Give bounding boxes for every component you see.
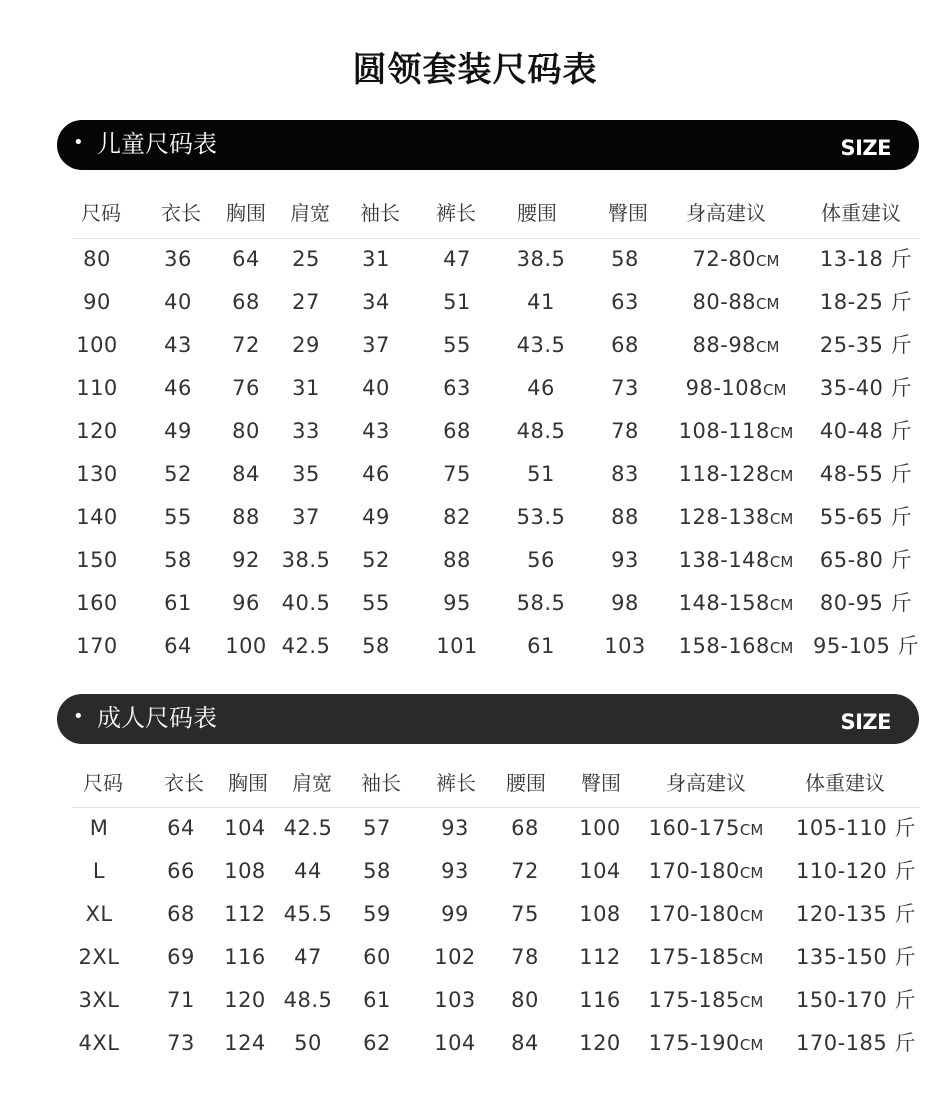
table-cell: 43.5: [516, 333, 566, 357]
table-cell: 103: [434, 988, 476, 1012]
table-cell: 3XL: [78, 988, 120, 1012]
table-cell: 25: [292, 247, 320, 271]
bullet-icon: •: [73, 132, 84, 153]
table-cell: 35-40 斤: [819, 376, 913, 400]
table-cell: 40: [164, 290, 192, 314]
table-cell: 75: [443, 462, 471, 486]
header-divider: [72, 238, 920, 239]
column-header: 腰围: [506, 771, 546, 795]
table-cell: 118-128CM: [678, 462, 794, 486]
table-cell: 84: [232, 462, 260, 486]
table-cell: 100: [225, 634, 267, 658]
table-cell: 49: [362, 505, 390, 529]
table-cell: 158-168CM: [678, 634, 794, 658]
table-cell: 83: [611, 462, 639, 486]
table-cell: 68: [443, 419, 471, 443]
table-cell: 66: [167, 859, 195, 883]
table-cell: 120: [76, 419, 118, 443]
table-cell: 175-190CM: [648, 1031, 764, 1055]
table-cell: 50: [294, 1031, 322, 1055]
table-cell: 88-98CM: [692, 333, 780, 357]
table-cell: 64: [164, 634, 192, 658]
table-cell: 100: [579, 816, 621, 840]
column-header: 尺码: [83, 771, 123, 795]
column-header: 袖长: [360, 201, 400, 225]
column-header: 胸围: [226, 201, 266, 225]
table-cell: 100: [76, 333, 118, 357]
table-cell: 116: [579, 988, 621, 1012]
table-cell: 160-175CM: [648, 816, 764, 840]
adult-section-title: 成人尺码表: [97, 704, 217, 732]
table-cell: 95-105 斤: [812, 634, 920, 658]
column-header: 身高建议: [686, 201, 766, 225]
table-cell: 150-170 斤: [796, 988, 916, 1012]
table-cell: 88: [232, 505, 260, 529]
table-cell: 116: [224, 945, 266, 969]
table-cell: 175-185CM: [648, 988, 764, 1012]
size-tag: SIZE: [840, 710, 891, 734]
table-cell: 42.5: [281, 634, 331, 658]
table-cell: 13-18 斤: [819, 247, 913, 271]
table-cell: 57: [363, 816, 391, 840]
table-cell: 71: [167, 988, 195, 1012]
table-cell: 76: [232, 376, 260, 400]
kids-section-header: [57, 120, 919, 170]
column-header: 身高建议: [666, 771, 746, 795]
size-tag: SIZE: [840, 136, 891, 160]
table-cell: 93: [441, 859, 469, 883]
table-cell: 31: [362, 247, 390, 271]
table-cell: 48.5: [516, 419, 566, 443]
table-cell: 82: [443, 505, 471, 529]
table-cell: 120: [224, 988, 266, 1012]
table-cell: 38.5: [281, 548, 331, 572]
table-cell: 175-185CM: [648, 945, 764, 969]
table-cell: 45.5: [283, 902, 333, 926]
table-cell: 102: [434, 945, 476, 969]
table-cell: 52: [164, 462, 192, 486]
table-cell: 88: [443, 548, 471, 572]
table-cell: 150: [76, 548, 118, 572]
table-cell: 48-55 斤: [819, 462, 913, 486]
table-cell: 37: [292, 505, 320, 529]
table-cell: 46: [527, 376, 555, 400]
table-cell: 49: [164, 419, 192, 443]
table-cell: 98: [611, 591, 639, 615]
table-cell: 105-110 斤: [796, 816, 916, 840]
table-cell: L: [92, 859, 106, 883]
table-cell: 140: [76, 505, 118, 529]
column-header: 袖长: [361, 771, 401, 795]
column-header: 肩宽: [290, 201, 330, 225]
table-cell: 110-120 斤: [796, 859, 916, 883]
table-cell: 56: [527, 548, 555, 572]
table-cell: 93: [441, 816, 469, 840]
table-cell: 80: [511, 988, 539, 1012]
table-cell: 64: [167, 816, 195, 840]
table-cell: 78: [511, 945, 539, 969]
bullet-icon: •: [73, 706, 84, 727]
column-header: 衣长: [161, 201, 201, 225]
table-cell: 160: [76, 591, 118, 615]
column-header: 衣长: [164, 771, 204, 795]
table-cell: 47: [294, 945, 322, 969]
column-header: 体重建议: [805, 771, 885, 795]
table-cell: 80: [232, 419, 260, 443]
table-cell: 90: [83, 290, 111, 314]
adult-section-header: [57, 694, 919, 744]
table-cell: 58: [362, 634, 390, 658]
table-cell: 55: [443, 333, 471, 357]
table-cell: 63: [443, 376, 471, 400]
table-cell: 73: [611, 376, 639, 400]
table-cell: 80-95 斤: [819, 591, 913, 615]
table-cell: 68: [232, 290, 260, 314]
column-header: 裤长: [436, 771, 476, 795]
table-cell: 46: [164, 376, 192, 400]
table-cell: 61: [164, 591, 192, 615]
table-cell: 98-108CM: [685, 376, 787, 400]
table-cell: 40.5: [281, 591, 331, 615]
table-cell: 95: [443, 591, 471, 615]
table-cell: 120-135 斤: [796, 902, 916, 926]
table-cell: 148-158CM: [678, 591, 794, 615]
table-cell: 72: [511, 859, 539, 883]
table-cell: 112: [579, 945, 621, 969]
table-cell: 68: [611, 333, 639, 357]
column-header: 裤长: [436, 201, 476, 225]
table-cell: 44: [294, 859, 322, 883]
table-cell: 27: [292, 290, 320, 314]
table-cell: 88: [611, 505, 639, 529]
table-cell: 58: [363, 859, 391, 883]
table-cell: 51: [443, 290, 471, 314]
table-cell: 80-88CM: [692, 290, 780, 314]
table-cell: 75: [511, 902, 539, 926]
table-cell: 43: [164, 333, 192, 357]
column-header: 臀围: [581, 771, 621, 795]
table-cell: 48.5: [283, 988, 333, 1012]
page-title: 圆领套装尺码表: [352, 50, 598, 90]
table-cell: 46: [362, 462, 390, 486]
table-cell: 58: [611, 247, 639, 271]
table-cell: 34: [362, 290, 390, 314]
table-cell: 72: [232, 333, 260, 357]
table-cell: 96: [232, 591, 260, 615]
table-cell: 170-180CM: [648, 902, 764, 926]
table-cell: 135-150 斤: [796, 945, 916, 969]
table-cell: 31: [292, 376, 320, 400]
column-header: 腰围: [517, 201, 557, 225]
table-cell: 18-25 斤: [819, 290, 913, 314]
table-cell: 41: [527, 290, 555, 314]
table-cell: 84: [511, 1031, 539, 1055]
table-cell: 120: [579, 1031, 621, 1055]
table-cell: 29: [292, 333, 320, 357]
table-cell: 25-35 斤: [819, 333, 913, 357]
table-cell: 37: [362, 333, 390, 357]
table-cell: 40: [362, 376, 390, 400]
table-cell: 62: [363, 1031, 391, 1055]
table-cell: XL: [85, 902, 113, 926]
table-cell: 170-180CM: [648, 859, 764, 883]
table-cell: 38.5: [516, 247, 566, 271]
table-cell: 65-80 斤: [819, 548, 913, 572]
table-cell: 64: [232, 247, 260, 271]
table-cell: 61: [363, 988, 391, 1012]
table-cell: 59: [363, 902, 391, 926]
table-cell: 61: [527, 634, 555, 658]
table-cell: 43: [362, 419, 390, 443]
table-cell: 73: [167, 1031, 195, 1055]
table-cell: 110: [76, 376, 118, 400]
table-cell: 93: [611, 548, 639, 572]
table-cell: 4XL: [78, 1031, 120, 1055]
table-cell: 68: [511, 816, 539, 840]
table-cell: 103: [604, 634, 646, 658]
header-divider: [72, 807, 920, 808]
table-cell: 72-80CM: [692, 247, 780, 271]
table-cell: 51: [527, 462, 555, 486]
column-header: 胸围: [228, 771, 268, 795]
table-cell: 55-65 斤: [819, 505, 913, 529]
table-cell: 104: [434, 1031, 476, 1055]
column-header: 肩宽: [292, 771, 332, 795]
table-cell: 101: [436, 634, 478, 658]
table-cell: 52: [362, 548, 390, 572]
kids-section-title: 儿童尺码表: [97, 130, 217, 158]
table-cell: 47: [443, 247, 471, 271]
table-cell: 55: [362, 591, 390, 615]
table-cell: 170: [76, 634, 118, 658]
table-cell: 53.5: [516, 505, 566, 529]
table-cell: 55: [164, 505, 192, 529]
table-cell: 42.5: [283, 816, 333, 840]
column-header: 体重建议: [821, 201, 901, 225]
table-cell: M: [89, 816, 109, 840]
table-cell: 78: [611, 419, 639, 443]
table-cell: 108: [579, 902, 621, 926]
column-header: 尺码: [81, 201, 121, 225]
table-cell: 58.5: [516, 591, 566, 615]
table-cell: 33: [292, 419, 320, 443]
table-cell: 130: [76, 462, 118, 486]
table-cell: 128-138CM: [678, 505, 794, 529]
column-header: 臀围: [608, 201, 648, 225]
table-cell: 58: [164, 548, 192, 572]
table-cell: 170-185 斤: [796, 1031, 916, 1055]
table-cell: 40-48 斤: [819, 419, 913, 443]
table-cell: 108-118CM: [678, 419, 794, 443]
table-cell: 69: [167, 945, 195, 969]
table-cell: 63: [611, 290, 639, 314]
table-cell: 2XL: [78, 945, 120, 969]
table-cell: 36: [164, 247, 192, 271]
table-cell: 80: [83, 247, 111, 271]
table-cell: 104: [579, 859, 621, 883]
table-cell: 92: [232, 548, 260, 572]
table-cell: 138-148CM: [678, 548, 794, 572]
table-cell: 35: [292, 462, 320, 486]
table-cell: 124: [224, 1031, 266, 1055]
table-cell: 60: [363, 945, 391, 969]
table-cell: 104: [224, 816, 266, 840]
table-cell: 112: [224, 902, 266, 926]
table-cell: 68: [167, 902, 195, 926]
table-cell: 99: [441, 902, 469, 926]
table-cell: 108: [224, 859, 266, 883]
